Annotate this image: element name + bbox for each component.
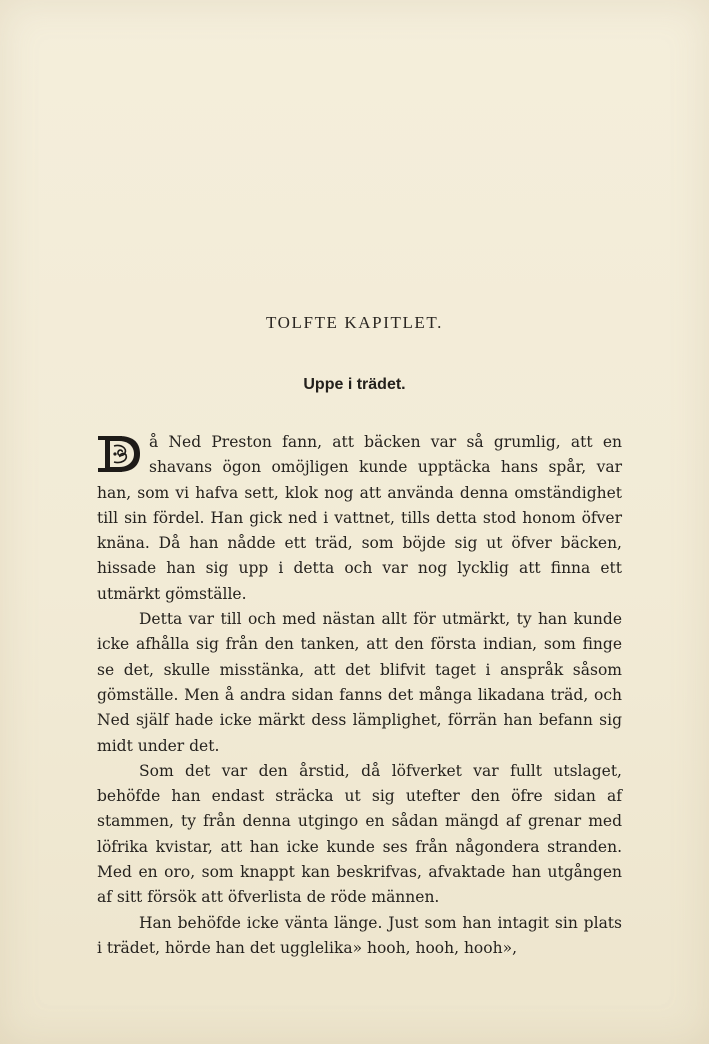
paragraph-2: Detta var till och med nästan allt för utmärkt, ty han kunde icke afhålla sig från den tanken, att den första indian, som finge se det, skulle misstänka, att det blifvit taget i anspråk såsom gömställe. Men å andra sidan fanns det många likadana träd, och Ned själf hade icke märkt dess lämplighet, förrän han befann sig midt under det. (97, 610, 622, 755)
paragraph-3: Som det var den årstid, då löfverket var fullt utslaget, behöfde han endast sträcka ut sig utefter den öfre sidan af stammen, ty från denna utgingo en sådan mängd af grenar med löfrika kvistar, att han icke kunde ses från någondera stranden. Med en oro, som knappt kan beskrifvas, afvaktade han utgången af sitt försök att öfverlista de röde männen. (97, 761, 622, 907)
paragraph-4: Han behöfde icke vänta länge. Just som han intagit sin plats i trädet, hörde han det ugglelika» hooh, hooh, hooh», (97, 913, 622, 957)
paragraph-1: å Ned Preston fann, att bäcken var så grumlig, att en shavans ögon omöjligen kunde upptäcka hans spår, var han, som vi hafva sett, klok nog att använda denna omständighet till sin fördel. Han gick ned i vattnet, tills detta stod honom öfver knäna. Då han nådde ett träd, som böjde sig ut öfver bäcken, hissade han sig upp i detta och var nog lycklig att finna ett utmärkt gömställe. (97, 433, 622, 603)
chapter-heading: TOLFTE KAPITLET. (265, 313, 443, 332)
ornamental-initial-d-icon (97, 432, 141, 476)
section-title: Uppe i trädet. (303, 376, 406, 393)
body-text (97, 430, 622, 961)
